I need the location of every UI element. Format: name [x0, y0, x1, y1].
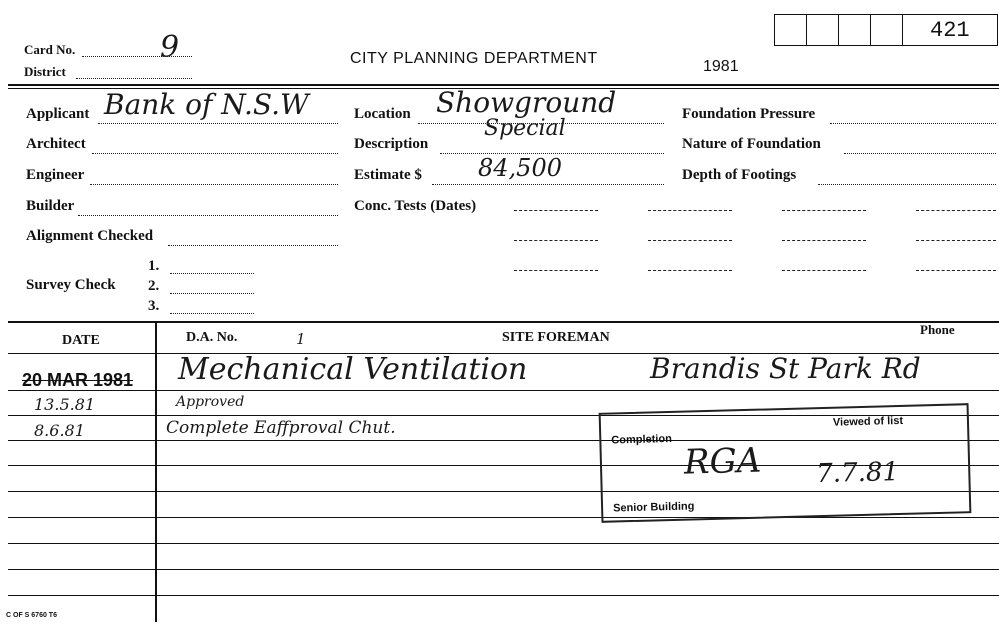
engineer-line — [90, 184, 338, 185]
log-row-rule — [8, 390, 999, 391]
conc-test-line — [514, 240, 598, 241]
conc-tests-label: Conc. Tests (Dates) — [354, 198, 477, 214]
conc-test-line — [648, 270, 732, 271]
alignment-line — [168, 245, 338, 246]
page-title: CITY PLANNING DEPARTMENT — [350, 50, 598, 67]
survey-item: 2. — [148, 278, 160, 294]
completion-stamp — [599, 403, 972, 523]
applicant-value: Bank of N.S.W — [104, 88, 309, 121]
log-entry: Approved — [176, 394, 245, 410]
log-row-rule — [8, 595, 999, 596]
year-label: 1981 — [703, 58, 739, 75]
survey-line — [170, 293, 254, 294]
stamp-senior-label: Senior Building — [612, 500, 695, 515]
conc-test-line — [916, 210, 996, 211]
foundation-pressure-line — [830, 123, 996, 124]
log-date: 8.6.81 — [34, 421, 85, 440]
district-label: District — [24, 64, 66, 79]
number-box-divider — [902, 14, 903, 46]
applicant-line — [98, 123, 338, 124]
log-row-rule — [8, 543, 999, 544]
stamp-viewed-label: Viewed of list — [832, 414, 904, 429]
location-value: Showground — [436, 86, 617, 119]
description-label: Description — [354, 136, 429, 152]
date-header: DATE — [62, 333, 100, 348]
conc-test-line — [648, 210, 732, 211]
description-value: Special — [484, 116, 566, 141]
applicant-label: Applicant — [26, 106, 90, 122]
architect-line — [92, 153, 338, 154]
log-entry: Mechanical Ventilation — [178, 352, 528, 387]
conc-test-line — [514, 210, 598, 211]
conc-test-line — [648, 240, 732, 241]
card-number: 421 — [930, 18, 970, 43]
form-code: C OF S 6760 T6 — [6, 612, 57, 619]
card-no-value: 9 — [160, 30, 180, 65]
conc-test-line — [916, 240, 996, 241]
estimate-value: 84,500 — [478, 154, 562, 182]
log-date: 13.5.81 — [34, 395, 96, 414]
conc-test-line — [782, 210, 866, 211]
phone-label: Phone — [920, 322, 955, 337]
log-entry-extra: Brandis St Park Rd — [650, 352, 921, 385]
estimate-label: Estimate $ — [354, 167, 422, 183]
builder-label: Builder — [26, 198, 75, 214]
survey-line — [170, 313, 254, 314]
nature-foundation-label: Nature of Foundation — [682, 136, 821, 152]
foundation-pressure-label: Foundation Pressure — [682, 106, 816, 122]
log-row-rule — [8, 517, 999, 518]
estimate-line — [432, 184, 664, 185]
date-column-divider — [155, 322, 157, 622]
card-no-label: Card No. — [24, 42, 76, 57]
district-line — [76, 78, 192, 79]
depth-footings-line — [818, 184, 996, 185]
survey-item: 3. — [148, 298, 160, 314]
builder-line — [78, 215, 338, 216]
stamp-date: 7.7.81 — [815, 457, 900, 490]
survey-check-label: Survey Check — [26, 277, 116, 293]
conc-test-line — [916, 270, 996, 271]
conc-test-line — [782, 270, 866, 271]
log-row-rule — [8, 569, 999, 570]
architect-label: Architect — [26, 136, 86, 152]
nature-foundation-line — [844, 153, 996, 154]
survey-line — [170, 273, 254, 274]
conc-test-line — [782, 240, 866, 241]
site-foreman-label: SITE FOREMAN — [502, 330, 610, 345]
location-label: Location — [354, 106, 411, 122]
number-box-divider — [870, 14, 871, 46]
da-no-value: 1 — [296, 330, 306, 348]
log-entry: Complete Eaffproval Chut. — [166, 418, 396, 438]
alignment-label: Alignment Checked — [26, 228, 154, 244]
log-date: 20 MAR 1981 — [22, 370, 134, 390]
engineer-label: Engineer — [26, 167, 85, 183]
number-box-divider — [806, 14, 807, 46]
da-no-label: D.A. No. — [186, 330, 238, 345]
survey-item: 1. — [148, 258, 160, 274]
stamp-initials: RGA — [683, 440, 762, 483]
stamp-completion-label: Completion — [611, 432, 672, 447]
number-box-divider — [838, 14, 839, 46]
conc-test-line — [514, 270, 598, 271]
depth-footings-label: Depth of Footings — [682, 167, 797, 183]
